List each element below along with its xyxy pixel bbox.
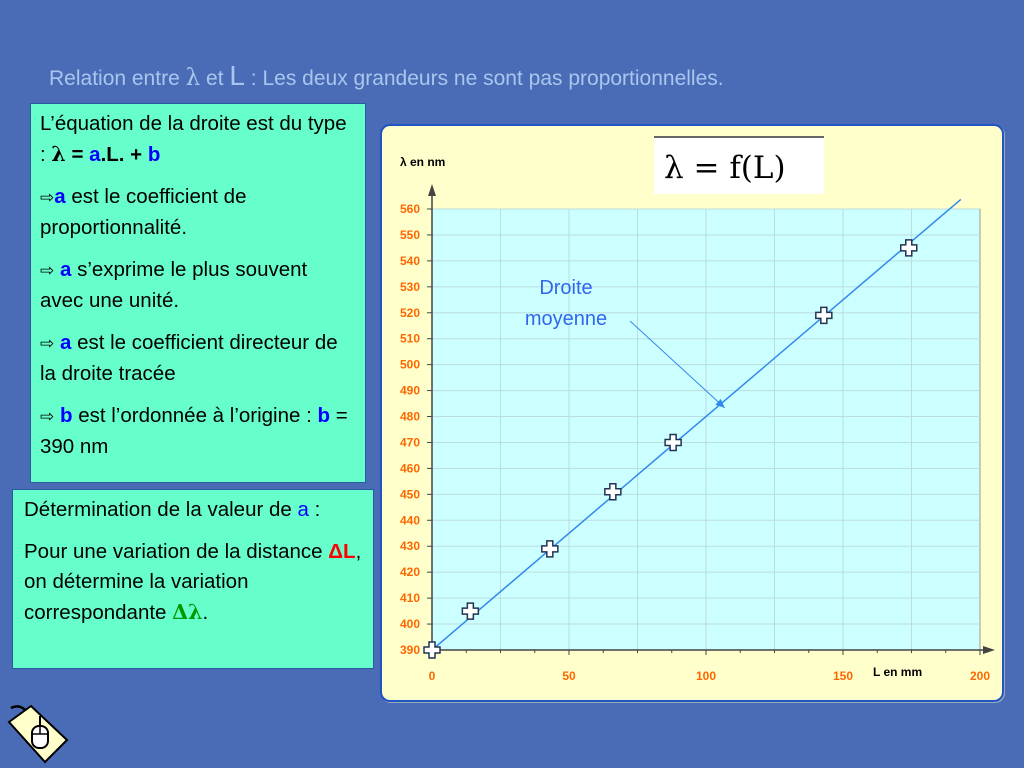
y-tick-label: 410 bbox=[399, 591, 420, 606]
y-tick-label: 540 bbox=[399, 253, 420, 268]
formula-label: λ = f(L) bbox=[654, 136, 824, 194]
y-tick-label: 530 bbox=[399, 279, 420, 294]
y-tick-label: 560 bbox=[399, 202, 420, 216]
annotation-line2: moyenne bbox=[524, 308, 608, 330]
x-axis-arrow bbox=[983, 646, 995, 654]
y-tick-label: 550 bbox=[399, 227, 420, 242]
arrow-right-icon: ⇨ bbox=[40, 188, 55, 208]
mouse-icon[interactable] bbox=[5, 700, 71, 766]
y-tick-label: 390 bbox=[399, 643, 420, 657]
x-tick-label: 150 bbox=[832, 669, 854, 683]
y-axis-arrow bbox=[428, 184, 436, 196]
y-tick-label: 520 bbox=[399, 305, 420, 320]
y-axis-label: λ en nm bbox=[400, 155, 446, 169]
annotation-line1: Droite bbox=[539, 277, 593, 299]
item-unite: ⇨ a s’exprime le plus souvent avec une unité. bbox=[40, 258, 308, 312]
slide-title: Relation entre λ et L : Les deux grandeurs ne sont pas proportionnelles. bbox=[49, 60, 724, 91]
y-tick-label: 500 bbox=[399, 357, 420, 372]
y-tick-label: 470 bbox=[399, 435, 420, 450]
y-tick-label: 480 bbox=[399, 409, 420, 424]
x-tick-label: 200 bbox=[969, 669, 991, 683]
arrow-right-icon: ⇨ bbox=[40, 261, 55, 281]
y-tick-label: 460 bbox=[399, 461, 420, 476]
x-tick-label: 0 bbox=[428, 669, 436, 683]
equation-intro: L’équation de la droite est du type : λ = a.L. + b bbox=[40, 112, 347, 166]
y-tick-label: 420 bbox=[399, 565, 420, 580]
item-ordonnee-origine: ⇨ b est l’ordonnée à l’origine : b = 390 nm bbox=[40, 404, 348, 458]
x-axis-label: L en mm bbox=[873, 665, 923, 679]
y-tick-label: 450 bbox=[399, 487, 420, 502]
determination-heading: Détermination de la valeur de a : bbox=[24, 498, 321, 521]
arrow-right-icon: ⇨ bbox=[40, 334, 55, 354]
x-tick-label: 100 bbox=[695, 669, 717, 683]
x-tick-label: 50 bbox=[562, 669, 576, 683]
y-tick-label: 430 bbox=[399, 539, 420, 554]
y-tick-label: 490 bbox=[399, 383, 420, 398]
item-coefficient-proportionnalite: ⇨a est le coefficient de proportionnalité. bbox=[40, 185, 247, 239]
arrow-right-icon: ⇨ bbox=[40, 407, 55, 427]
y-tick-label: 510 bbox=[399, 331, 420, 346]
y-tick-label: 440 bbox=[399, 513, 420, 528]
determination-text: Pour une variation de la distance ΔL, on détermine la variation correspondante Δλ. bbox=[24, 540, 362, 624]
item-coefficient-directeur: ⇨ a est le coefficient directeur de la droite tracée bbox=[40, 331, 338, 385]
y-tick-label: 400 bbox=[399, 617, 420, 632]
